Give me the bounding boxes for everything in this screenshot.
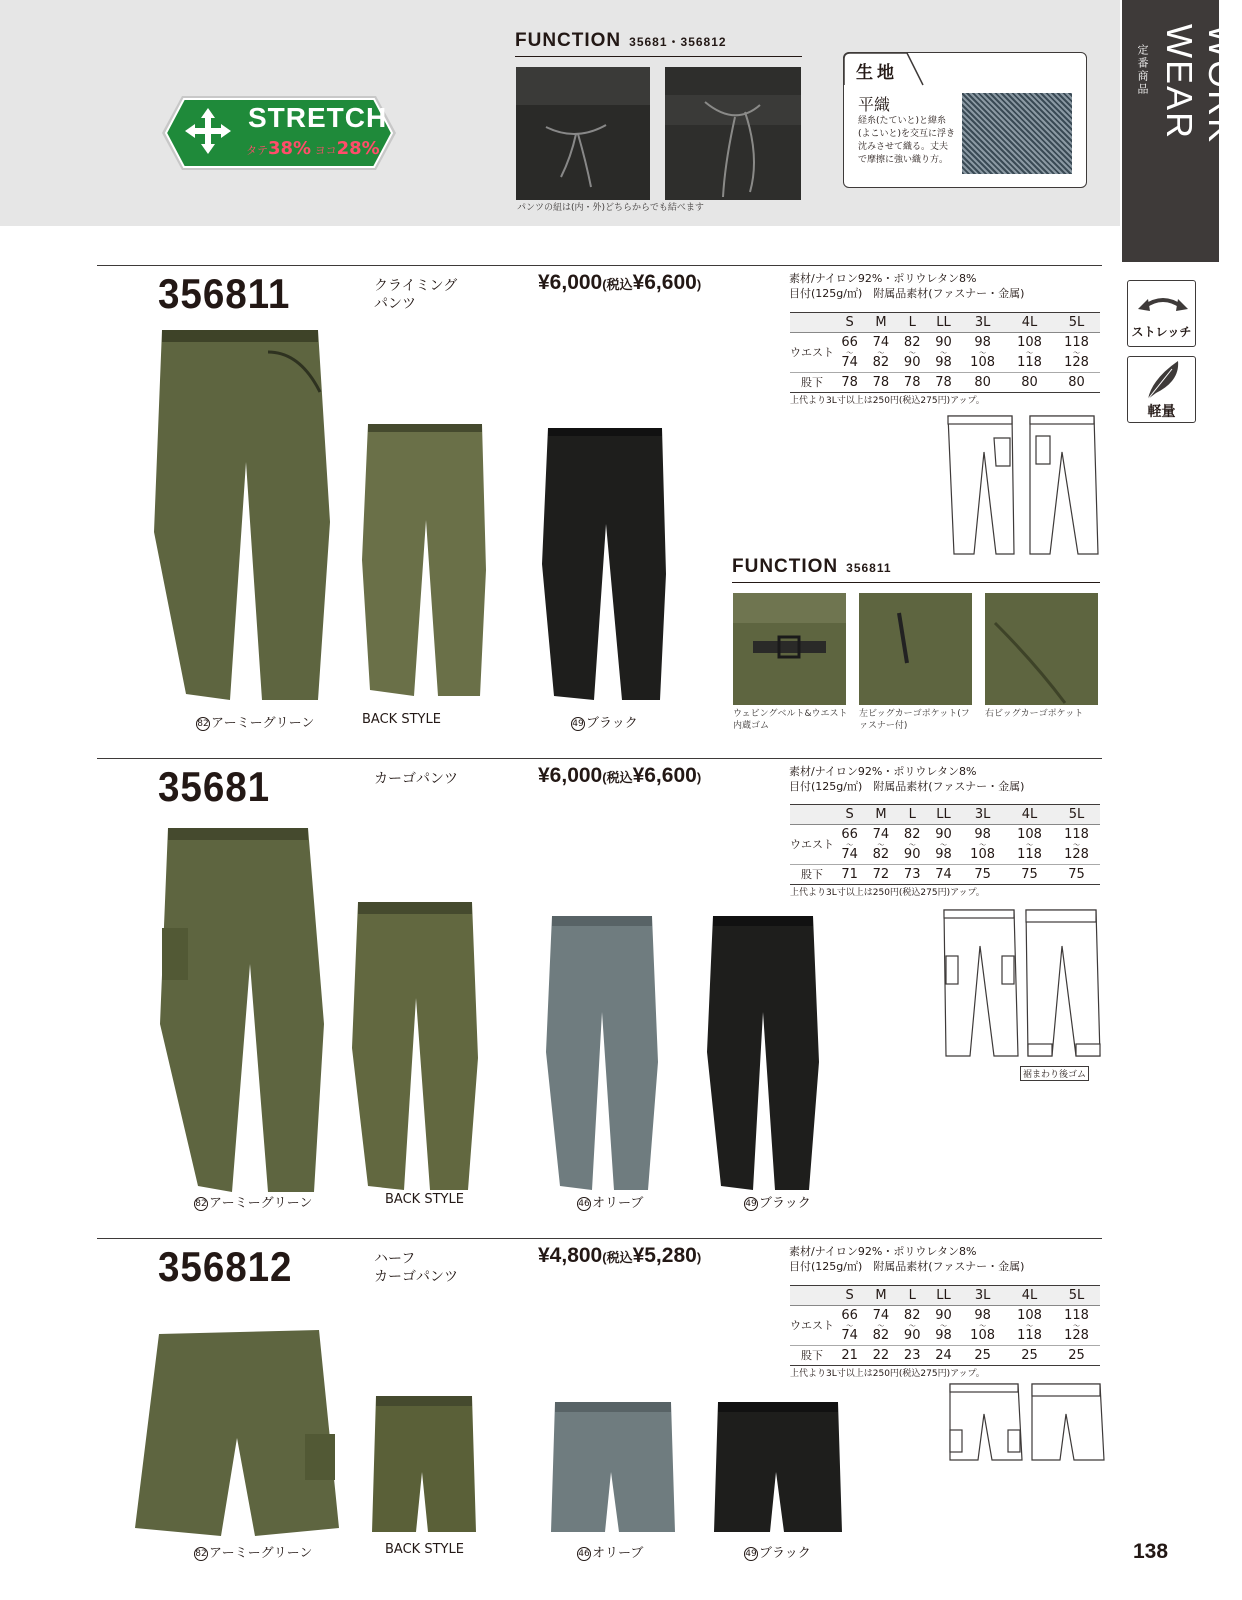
- function-356811-label: FUNCTION: [732, 556, 839, 577]
- product-name-356811: [374, 277, 457, 313]
- fabric-description: 経糸(たていと)と緯糸(よこいと)を交互に浮き沈みさせて織る。丈夫で摩擦に強い織り方。: [858, 116, 956, 165]
- waist-cell: 66 〜 74: [841, 826, 858, 862]
- price-35681: [538, 764, 701, 788]
- size-note-35681: 上代より3L寸以上は250円(税込275円)アップ。: [790, 888, 985, 898]
- technical-drawing-356811: [944, 412, 1104, 566]
- size-header: S: [834, 1286, 865, 1306]
- pants-photo-olive: [544, 912, 660, 1194]
- inseam-label: 股下: [790, 373, 834, 393]
- product-name-line1: クライミング: [374, 278, 458, 294]
- function-photo-belt: [733, 593, 846, 705]
- stretch-arrow-icon: [1138, 291, 1188, 315]
- size-header: 3L: [959, 1286, 1006, 1306]
- size-header: 5L: [1053, 805, 1100, 825]
- inseam-cell: 75: [959, 865, 1006, 885]
- waist-cell: 118 〜 128: [1064, 334, 1089, 370]
- inseam-cell: 80: [1053, 373, 1100, 393]
- inseam-cell: 21: [834, 1346, 865, 1366]
- price-356811: [538, 271, 701, 295]
- stretch-yoko-label: ヨコ: [314, 144, 337, 157]
- material-line1: 素材/ナイロン92%・ポリウレタン8%: [789, 765, 977, 778]
- shorts-photo-olive: [549, 1398, 677, 1536]
- material-line2: 目付(125g/㎡) 附属品素材(ファスナー・金属): [789, 1260, 1025, 1273]
- waist-cell: 90 〜 98: [935, 334, 952, 370]
- inseam-cell: 73: [897, 865, 928, 885]
- color-caption: BACK STYLE: [385, 1542, 464, 1557]
- waist-cell: 98 〜 108: [970, 1307, 995, 1343]
- color-caption: BACK STYLE: [385, 1192, 464, 1207]
- inseam-label: 股下: [790, 865, 834, 885]
- size-header: 4L: [1006, 805, 1053, 825]
- stretch-word: STRETCH: [248, 102, 388, 133]
- pants-photo-back-style: [360, 420, 492, 700]
- inseam-cell: 78: [928, 373, 959, 393]
- material-line1: 素材/ナイロン92%・ポリウレタン8%: [789, 272, 977, 285]
- shorts-photo-black: [712, 1398, 844, 1536]
- section-rule-356811: [97, 265, 1102, 266]
- category-tab: [1122, 0, 1242, 262]
- section-rule-35681: [97, 758, 1102, 759]
- pants-photo-army-green: [158, 824, 328, 1196]
- light-feature-label: 軽量: [1147, 404, 1176, 420]
- function-top-title: [515, 30, 727, 52]
- fabric-swatch: [962, 93, 1072, 174]
- price-value: ¥4,800: [538, 1244, 603, 1267]
- pants-photo-back-style: [350, 898, 480, 1194]
- size-header: 3L: [959, 313, 1006, 333]
- size-note-356812: 上代より3L寸以上は250円(税込275円)アップ。: [790, 1369, 985, 1379]
- price-356812: [538, 1244, 701, 1268]
- function-top-label: FUNCTION: [515, 30, 622, 51]
- waist-cell: 98 〜 108: [970, 334, 995, 370]
- tax-price: ¥6,600: [632, 764, 697, 787]
- material-356812: [789, 1244, 1024, 1274]
- inseam-cell: 22: [865, 1346, 896, 1366]
- product-name-line2: パンツ: [374, 296, 416, 312]
- tax-label: (税込: [602, 1250, 633, 1265]
- inseam-cell: 80: [1006, 373, 1053, 393]
- tax-price: ¥5,280: [632, 1244, 697, 1267]
- inseam-cell: 71: [834, 865, 865, 885]
- category-tab-title: WORK WEAR: [1159, 24, 1242, 144]
- waist-cell: 66 〜 74: [841, 334, 858, 370]
- material-35681: [789, 764, 1024, 794]
- price-value: ¥6,000: [538, 764, 603, 787]
- color-caption: 49 ブラック: [745, 1546, 811, 1561]
- color-caption: 49 ブラック: [745, 1196, 811, 1211]
- waist-cell: 90 〜 98: [935, 1307, 952, 1343]
- tax-close: ): [696, 770, 702, 785]
- size-note-356811: 上代より3L寸以上は250円(税込275円)アップ。: [790, 396, 985, 406]
- drawstring-photo-1: [516, 67, 650, 200]
- color-caption: 82 アーミーグリーン: [195, 1546, 313, 1561]
- waist-cell: 108 〜 118: [1017, 826, 1042, 862]
- size-header: S: [834, 313, 865, 333]
- material-line1: 素材/ナイロン92%・ポリウレタン8%: [789, 1245, 977, 1258]
- size-table-356811: [790, 312, 1100, 393]
- stretch-tate-label: タテ: [246, 144, 268, 157]
- waist-label: ウエスト: [790, 1318, 834, 1332]
- product-name-356812: [374, 1250, 458, 1286]
- section-rule-356812: [97, 1238, 1102, 1239]
- size-table-356812: [790, 1285, 1100, 1366]
- stretch-tate-value: 38%: [268, 138, 312, 159]
- size-header: M: [865, 805, 896, 825]
- waist-cell: 82 〜 90: [903, 826, 921, 862]
- shorts-photo-army-green: [133, 1328, 347, 1540]
- color-caption: 82 アーミーグリーン: [197, 716, 315, 731]
- waist-cell: 108 〜 118: [1017, 334, 1042, 370]
- waist-cell: 82 〜 90: [903, 1307, 921, 1343]
- pants-photo-black: [705, 912, 821, 1194]
- waist-cell: 74 〜 82: [872, 826, 890, 862]
- waist-cell: 66 〜 74: [841, 1307, 858, 1343]
- technical-drawing-35681: [938, 906, 1102, 1062]
- size-header: L: [897, 1286, 928, 1306]
- function-top-codes: 35681・356812: [629, 35, 727, 49]
- size-header: LL: [928, 805, 959, 825]
- inseam-cell: 25: [959, 1346, 1006, 1366]
- shorts-photo-back-style: [370, 1392, 478, 1536]
- function-caption-belt: ウェビングベルト&ウエスト内蔵ゴム: [733, 709, 848, 731]
- product-name-line1: カーゴパンツ: [374, 771, 458, 787]
- hem-note-35681: 裾まわり後ゴム: [1020, 1066, 1089, 1081]
- size-header: 4L: [1006, 313, 1053, 333]
- inseam-cell: 80: [959, 373, 1006, 393]
- tax-label: (税込: [602, 770, 633, 785]
- waist-cell: 82 〜 90: [903, 334, 921, 370]
- material-line2: 目付(125g/㎡) 附属品素材(ファスナー・金属): [789, 287, 1025, 300]
- function-356811-title: [732, 556, 892, 578]
- product-code-356811: 356811: [158, 270, 291, 317]
- inseam-cell: 74: [928, 865, 959, 885]
- waist-cell: 90 〜 98: [935, 826, 952, 862]
- product-code-356812: 356812: [158, 1243, 293, 1290]
- size-header: LL: [928, 313, 959, 333]
- function-356811-code: 356811: [846, 561, 892, 575]
- stretch-badge: [160, 94, 398, 172]
- product-code-35681: 35681: [158, 763, 271, 810]
- technical-drawing-356812: [946, 1380, 1106, 1464]
- color-caption: 82 アーミーグリーン: [195, 1196, 313, 1211]
- waist-cell: 118 〜 128: [1064, 826, 1089, 862]
- pants-photo-black: [540, 424, 672, 704]
- page-number: 138: [1133, 1540, 1169, 1563]
- waist-label: ウエスト: [790, 345, 834, 359]
- stretch-yoko-value: 28%: [336, 138, 380, 159]
- color-caption: 46 オリーブ: [578, 1196, 644, 1211]
- stretch-feature-label: ストレッチ: [1131, 325, 1192, 339]
- inseam-cell: 78: [897, 373, 928, 393]
- inseam-cell: 78: [865, 373, 896, 393]
- waist-cell: 98 〜 108: [970, 826, 995, 862]
- waist-cell: 118 〜 128: [1064, 1307, 1089, 1343]
- function-caption-left-pocket: 左ビッグカーゴポケット(ファスナー付): [859, 709, 970, 731]
- price-value: ¥6,000: [538, 271, 603, 294]
- function-top-caption: パンツの紐は(内・外)どちらからでも結べます: [517, 203, 704, 213]
- inseam-cell: 75: [1006, 865, 1053, 885]
- waist-cell: 74 〜 82: [872, 1307, 890, 1343]
- size-header: M: [865, 313, 896, 333]
- size-table-35681: [790, 804, 1100, 885]
- waist-cell: 74 〜 82: [872, 334, 890, 370]
- size-header: M: [865, 1286, 896, 1306]
- tax-price: ¥6,600: [632, 271, 697, 294]
- color-caption: 49 ブラック: [572, 716, 638, 731]
- inseam-label: 股下: [790, 1346, 834, 1366]
- size-header: 5L: [1053, 313, 1100, 333]
- product-name-line2: カーゴパンツ: [374, 1269, 458, 1285]
- inseam-cell: 25: [1006, 1346, 1053, 1366]
- size-header: 3L: [959, 805, 1006, 825]
- product-name-35681: [374, 770, 458, 788]
- function-photo-left-pocket: [859, 593, 972, 705]
- size-header: 4L: [1006, 1286, 1053, 1306]
- function-photo-right-pocket: [985, 593, 1098, 705]
- inseam-cell: 72: [865, 865, 896, 885]
- size-header: 5L: [1053, 1286, 1100, 1306]
- inseam-cell: 78: [834, 373, 865, 393]
- size-header: LL: [928, 1286, 959, 1306]
- tax-label: (税込: [602, 277, 633, 292]
- function-caption-right-pocket: 右ビッグカーゴポケット: [985, 709, 1084, 719]
- feather-icon: [1142, 359, 1184, 401]
- material-line2: 目付(125g/㎡) 附属品素材(ファスナー・金属): [789, 780, 1025, 793]
- function-top-rule: [515, 56, 802, 57]
- tax-close: ): [696, 1250, 702, 1265]
- stretch-ratio: [246, 138, 380, 159]
- light-feature-badge: [1127, 356, 1196, 423]
- color-caption: 46 オリーブ: [578, 1546, 644, 1561]
- size-header: S: [834, 805, 865, 825]
- category-tab-small: 定番商品: [1136, 44, 1149, 96]
- drawstring-photo-2: [665, 67, 801, 200]
- color-caption: BACK STYLE: [362, 712, 441, 727]
- fabric-tab-label: 生地: [856, 63, 898, 83]
- inseam-cell: 23: [897, 1346, 928, 1366]
- inseam-cell: 24: [928, 1346, 959, 1366]
- size-header: L: [897, 805, 928, 825]
- function-356811-rule: [732, 582, 1100, 583]
- product-name-line1: ハーフ: [374, 1251, 416, 1267]
- stretch-feature-badge: [1127, 280, 1196, 347]
- size-header: L: [897, 313, 928, 333]
- waist-label: ウエスト: [790, 837, 834, 851]
- fabric-weave: 平織: [858, 95, 891, 114]
- waist-cell: 108 〜 118: [1017, 1307, 1042, 1343]
- inseam-cell: 75: [1053, 865, 1100, 885]
- material-356811: [789, 271, 1024, 301]
- inseam-cell: 25: [1053, 1346, 1100, 1366]
- tax-close: ): [696, 277, 702, 292]
- pants-photo-army-green: [150, 322, 340, 702]
